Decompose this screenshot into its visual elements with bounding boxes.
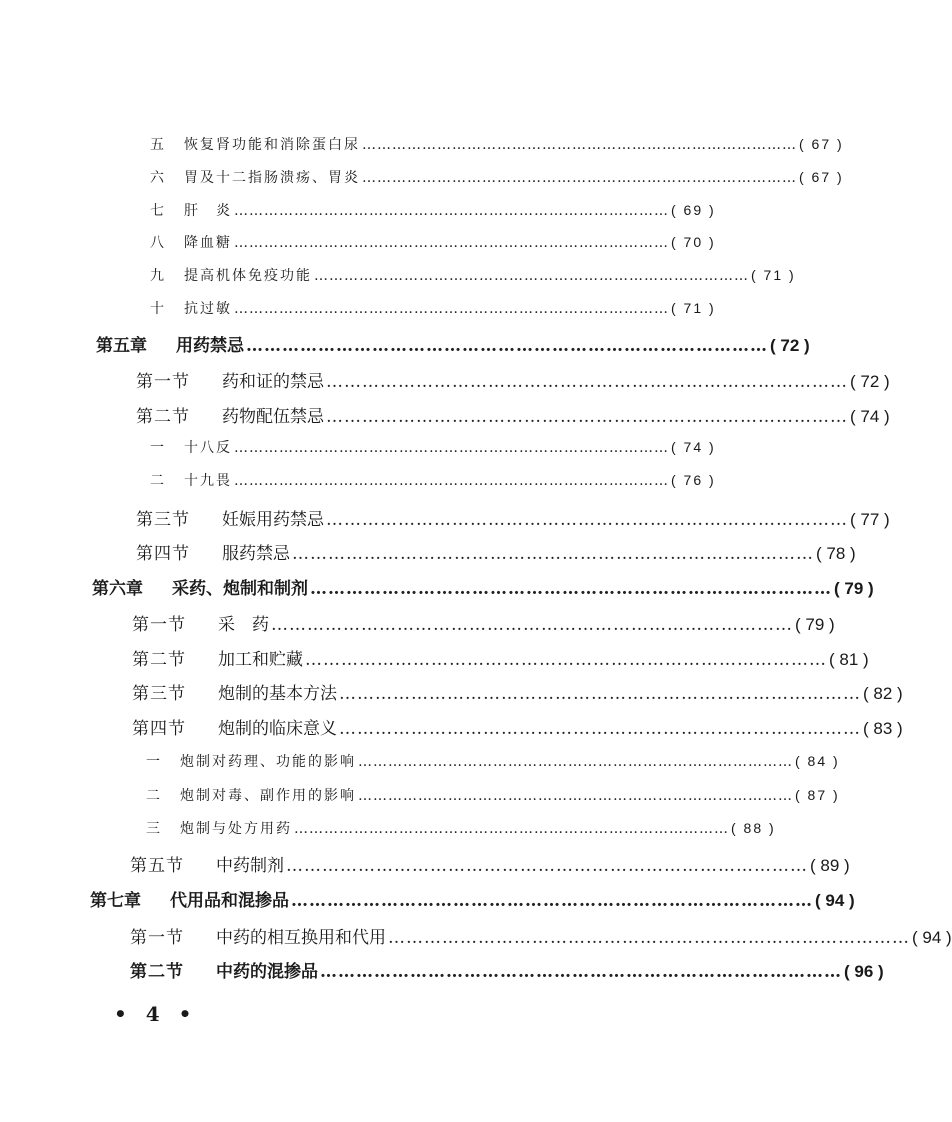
dot-leader: …………………………………………………………………………… <box>294 821 729 837</box>
section-number: 第二节 <box>130 962 184 982</box>
entry-title: 提高机体免疫功能 <box>184 268 312 284</box>
toc-entry <box>150 134 844 154</box>
entry-page: ( 67 ) <box>799 169 844 185</box>
toc-section <box>130 957 884 982</box>
toc-entry <box>146 751 840 771</box>
section-title: 采 药 <box>218 615 269 635</box>
toc-section <box>132 645 869 670</box>
toc-entry <box>146 785 840 805</box>
dot-leader: …………………………………………………………………………… <box>339 684 861 704</box>
toc-section <box>130 923 952 948</box>
dot-leader: …………………………………………………………………………… <box>292 544 814 564</box>
entry-page: ( 69 ) <box>671 202 716 218</box>
entry-page: ( 77 ) <box>850 510 890 529</box>
entry-title: 炮制对毒、副作用的影响 <box>180 788 356 804</box>
entry-title: 十八反 <box>184 440 232 456</box>
toc-section <box>136 367 890 392</box>
chapter-number: 第六章 <box>92 579 143 599</box>
entry-page: ( 76 ) <box>671 472 716 488</box>
entry-page: ( 79 ) <box>834 579 874 598</box>
entry-title: 十九畏 <box>184 473 232 489</box>
section-number: 第一节 <box>130 928 184 948</box>
dot-leader: …………………………………………………………………………… <box>310 579 832 599</box>
section-title: 炮制的基本方法 <box>218 684 337 704</box>
dot-leader: …………………………………………………………………………… <box>358 788 793 804</box>
toc-section <box>132 610 835 635</box>
entry-title: 抗过敏 <box>184 301 232 317</box>
section-number: 第五节 <box>130 856 184 876</box>
dot-leader: …………………………………………………………………………… <box>271 615 793 635</box>
entry-number: 五 <box>150 137 166 153</box>
entry-number: 一 <box>150 440 166 456</box>
section-title: 中药制剂 <box>216 856 284 876</box>
dot-leader: …………………………………………………………………………… <box>320 962 842 982</box>
section-number: 第二节 <box>136 407 190 427</box>
entry-page: ( 96 ) <box>844 962 884 981</box>
entry-page: ( 71 ) <box>751 267 796 283</box>
toc-section <box>136 505 890 530</box>
chapter-title: 采药、炮制和制剂 <box>172 579 308 599</box>
toc-entry <box>150 437 716 457</box>
toc-section <box>132 679 903 704</box>
toc-entry <box>150 200 716 220</box>
entry-number: 十 <box>150 301 166 317</box>
chapter-number: 第五章 <box>96 336 147 356</box>
dot-leader: …………………………………………………………………………… <box>326 407 848 427</box>
section-title: 药和证的禁忌 <box>222 372 324 392</box>
entry-page: ( 78 ) <box>816 544 856 563</box>
entry-page: ( 84 ) <box>795 753 840 769</box>
toc-entry <box>150 265 796 285</box>
entry-page: ( 70 ) <box>671 234 716 250</box>
section-title: 药物配伍禁忌 <box>222 407 324 427</box>
entry-page: ( 87 ) <box>795 787 840 803</box>
entry-page: ( 74 ) <box>850 407 890 426</box>
toc-chapter <box>92 574 874 599</box>
entry-number: 三 <box>146 821 162 837</box>
entry-title: 肝 炎 <box>184 203 232 219</box>
entry-page: ( 83 ) <box>863 719 903 738</box>
section-number: 第三节 <box>136 510 190 530</box>
dot-leader: …………………………………………………………………………… <box>246 336 768 356</box>
dot-leader: …………………………………………………………………………… <box>234 203 669 219</box>
entry-page: ( 74 ) <box>671 439 716 455</box>
section-title: 中药的相互换用和代用 <box>216 928 386 948</box>
dot-leader: …………………………………………………………………………… <box>339 719 861 739</box>
section-number: 第四节 <box>136 544 190 564</box>
entry-title: 降血糖 <box>184 235 232 251</box>
section-title: 加工和贮藏 <box>218 650 303 670</box>
section-number: 第二节 <box>132 650 186 670</box>
entry-number: 八 <box>150 235 166 251</box>
dot-leader: …………………………………………………………………………… <box>362 170 797 186</box>
dot-leader: …………………………………………………………………………… <box>326 510 848 530</box>
entry-page: ( 67 ) <box>799 136 844 152</box>
dot-leader: …………………………………………………………………………… <box>234 301 669 317</box>
dot-leader: …………………………………………………………………………… <box>388 928 910 948</box>
dot-leader: …………………………………………………………………………… <box>358 754 793 770</box>
toc-section <box>136 402 890 427</box>
toc-entry <box>150 232 716 252</box>
dot-leader: …………………………………………………………………………… <box>286 856 808 876</box>
entry-page: ( 71 ) <box>671 300 716 316</box>
section-title: 中药的混掺品 <box>216 962 318 982</box>
section-number: 第一节 <box>136 372 190 392</box>
toc-entry <box>146 818 776 838</box>
entry-number: 九 <box>150 268 166 284</box>
toc-section <box>132 714 903 739</box>
entry-page: ( 81 ) <box>829 650 869 669</box>
entry-title: 炮制与处方用药 <box>180 821 292 837</box>
entry-page: ( 88 ) <box>731 820 776 836</box>
dot-leader: …………………………………………………………………………… <box>291 891 813 911</box>
toc-section <box>136 539 856 564</box>
dot-leader: …………………………………………………………………………… <box>234 440 669 456</box>
entry-title: 胃及十二指肠溃疡、胃炎 <box>184 170 360 186</box>
entry-page: ( 82 ) <box>863 684 903 703</box>
entry-number: 二 <box>150 473 166 489</box>
section-number: 第三节 <box>132 684 186 704</box>
section-number: 第四节 <box>132 719 186 739</box>
dot-leader: …………………………………………………………………………… <box>234 235 669 251</box>
entry-page: ( 89 ) <box>810 856 850 875</box>
toc-chapter <box>90 886 855 911</box>
entry-title: 恢复肾功能和消除蛋白尿 <box>184 137 360 153</box>
toc-section <box>130 851 850 876</box>
section-title: 炮制的临床意义 <box>218 719 337 739</box>
dot-leader: …………………………………………………………………………… <box>234 473 669 489</box>
dot-leader: …………………………………………………………………………… <box>362 137 797 153</box>
entry-page: ( 94 ) <box>815 891 855 910</box>
dot-leader: …………………………………………………………………………… <box>305 650 827 670</box>
entry-number: 一 <box>146 754 162 770</box>
chapter-title: 用药禁忌 <box>176 336 244 356</box>
toc-entry <box>150 167 844 187</box>
entry-title: 炮制对药理、功能的影响 <box>180 754 356 770</box>
toc-entry <box>150 298 716 318</box>
chapter-title: 代用品和混掺品 <box>170 891 289 911</box>
section-number: 第一节 <box>132 615 186 635</box>
toc-entry <box>150 470 716 490</box>
entry-page: ( 94 ) <box>912 928 952 947</box>
entry-number: 二 <box>146 788 162 804</box>
entry-page: ( 72 ) <box>770 336 810 355</box>
entry-page: ( 72 ) <box>850 372 890 391</box>
entry-number: 六 <box>150 170 166 186</box>
section-title: 服药禁忌 <box>222 544 290 564</box>
entry-number: 七 <box>150 203 166 219</box>
entry-page: ( 79 ) <box>795 615 835 634</box>
section-title: 妊娠用药禁忌 <box>222 510 324 530</box>
page-number: • 4 • <box>114 1002 198 1026</box>
dot-leader: …………………………………………………………………………… <box>326 372 848 392</box>
chapter-number: 第七章 <box>90 891 141 911</box>
toc-chapter <box>96 331 810 356</box>
dot-leader: …………………………………………………………………………… <box>314 268 749 284</box>
